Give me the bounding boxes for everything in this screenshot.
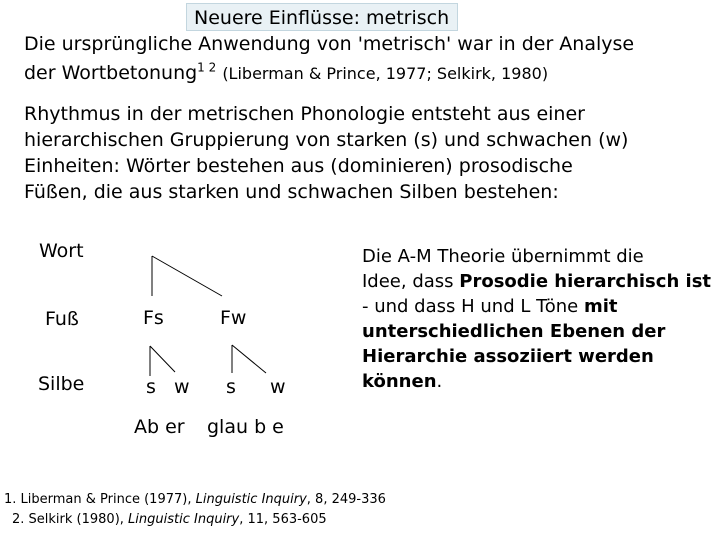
side-bold: unterschiedlichen Ebenen der [362, 321, 666, 342]
reference-journal: Linguistic Inquiry [128, 512, 240, 527]
side-text: Idee, dass [362, 271, 460, 292]
intro-line-2-text: der Wortbetonung [24, 62, 198, 84]
side-bold: Prosodie hierarchisch ist [459, 271, 712, 292]
reference-1 [4, 490, 386, 510]
tree-branch [232, 345, 266, 373]
foot-weak: Fw [220, 307, 247, 329]
reference-text: , 8, 249-336 [306, 492, 386, 507]
tree-branch [150, 346, 175, 372]
side-text: . [436, 371, 443, 392]
side-text: - und dass H und L Töne [362, 296, 584, 317]
side-line [362, 369, 711, 394]
citation: (Liberman & Prince, 1977; Selkirk, 1980) [222, 64, 549, 83]
syllable-4: w [270, 376, 286, 398]
side-note [362, 244, 711, 394]
paragraph-line: Füßen, die aus starken und schwachen Silben bestehen: [24, 181, 559, 203]
slide-title: Neuere Einflüsse: metrisch [194, 7, 450, 29]
foot-strong: Fs [143, 307, 164, 329]
word-segment-left: Ab er [134, 416, 185, 438]
syllable-3: s [226, 376, 236, 398]
footnote-markers: 1 2 [197, 60, 217, 75]
reference-text: , 11, 563-605 [239, 512, 327, 527]
word-segment-right: glau b e [207, 416, 284, 438]
level-word: Wort [39, 240, 84, 262]
intro-line-1: Die ursprüngliche Anwendung von 'metrisch' war in der Analyse [24, 33, 635, 55]
paragraph-line: hierarchischen Gruppierung von starken (s) und schwachen (w) [24, 129, 629, 151]
paragraph-line: Rhythmus in der metrischen Phonologie entsteht aus einer [24, 103, 585, 125]
level-foot: Fuß [45, 308, 79, 330]
syllable-1: s [146, 376, 156, 398]
side-bold: mit [583, 296, 618, 317]
paragraph-line: Einheiten: Wörter bestehen aus (dominieren) prosodische [24, 155, 573, 177]
reference-2 [12, 510, 327, 530]
side-line [362, 344, 711, 369]
side-bold: Hierarchie assoziiert werden [362, 346, 654, 367]
syllable-2: w [174, 376, 190, 398]
reference-text: 1. Liberman & Prince (1977), [4, 492, 196, 507]
side-line [362, 319, 711, 344]
level-syllable: Silbe [38, 373, 85, 395]
side-line [362, 294, 711, 319]
reference-journal: Linguistic Inquiry [195, 492, 307, 507]
tree-branch [152, 256, 222, 296]
side-line [362, 269, 711, 294]
side-bold: können [362, 371, 437, 392]
side-line: Die A-M Theorie übernimmt die [362, 246, 644, 267]
reference-text: 2. Selkirk (1980), [12, 512, 129, 527]
